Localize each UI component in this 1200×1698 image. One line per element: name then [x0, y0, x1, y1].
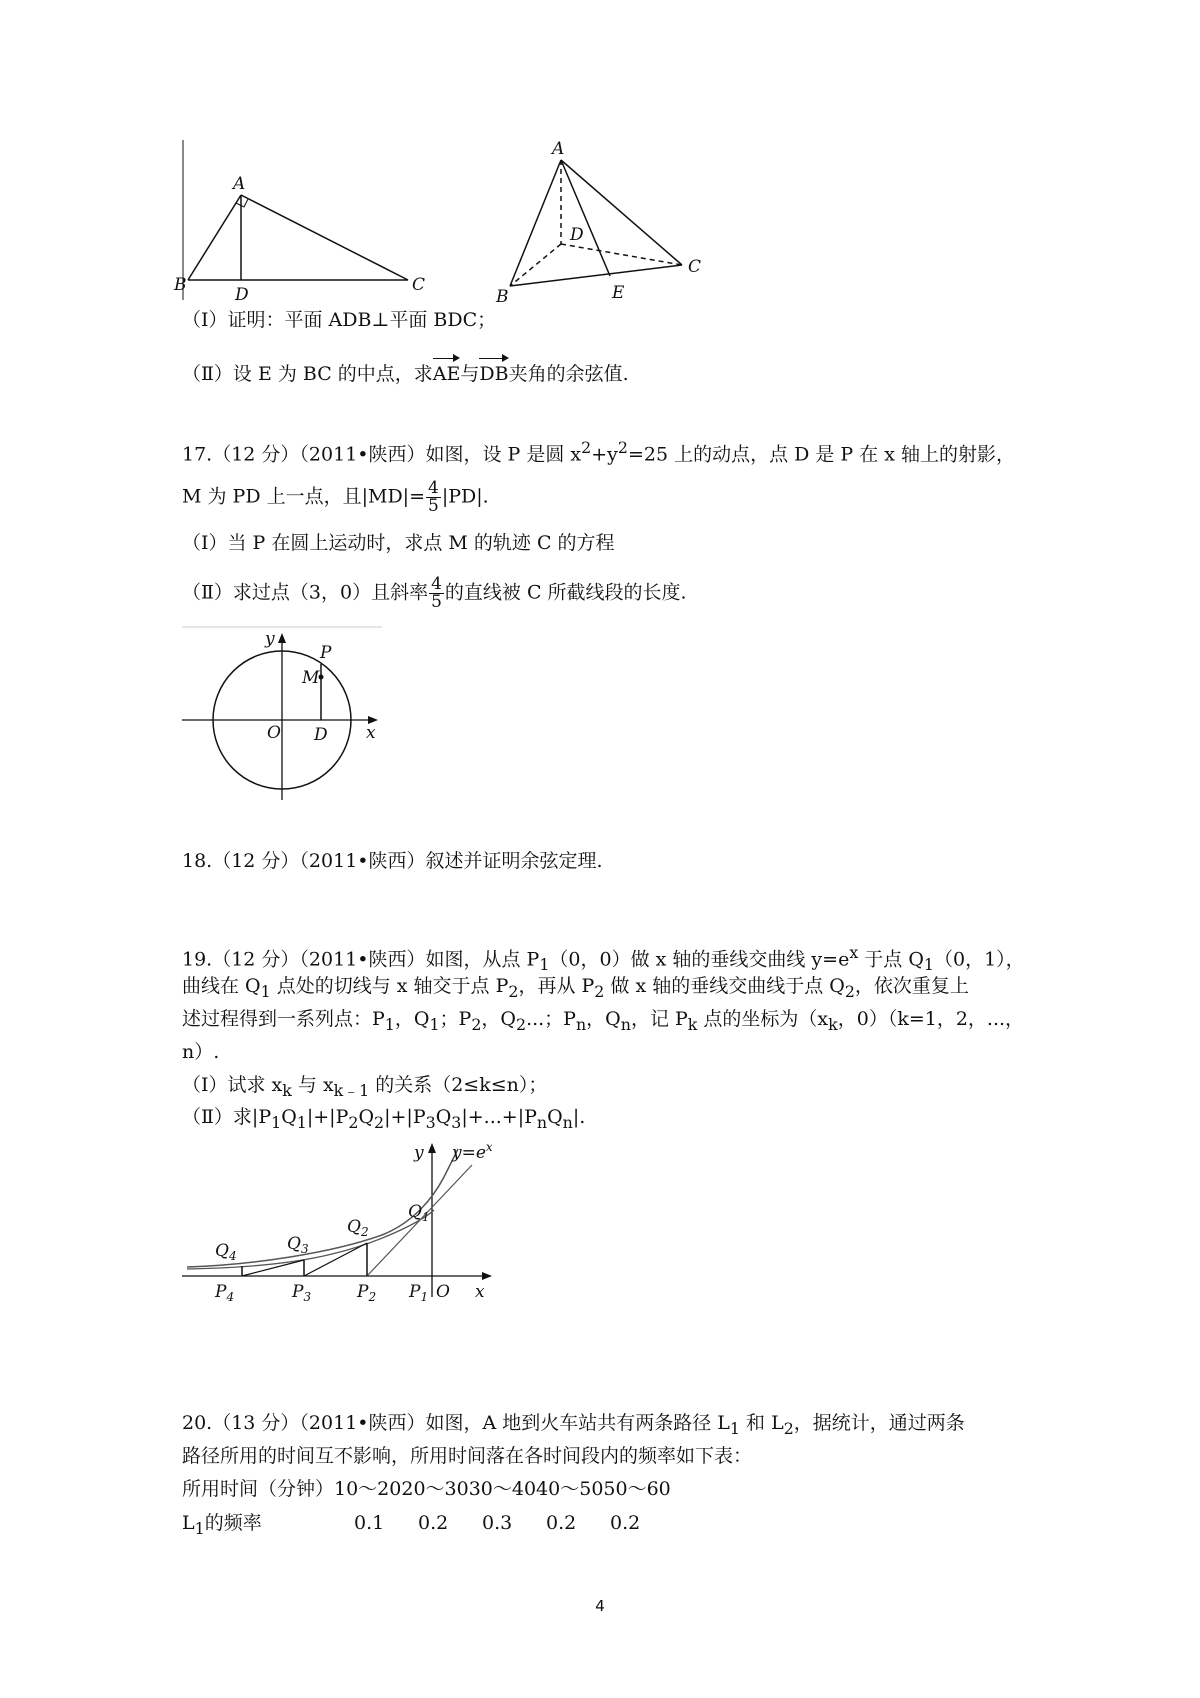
q19-p2-sub4: 2: [374, 1112, 385, 1132]
q19-l3-b: ，Q: [394, 1008, 430, 1030]
q19-p1-c: 的关系（2≤k≤n）；: [369, 1074, 548, 1096]
q19-p1-a: （Ⅰ）试求 x: [182, 1074, 283, 1096]
table-cell: 0.3: [482, 1512, 513, 1534]
q2-sub: 2: [360, 1225, 369, 1239]
label-a: A: [552, 139, 565, 159]
q19-l2-sub1: 1: [260, 981, 271, 1001]
edge-ac: [561, 160, 682, 265]
q19-l1-sub2: 1: [923, 955, 934, 975]
p1-sub: 1: [420, 1290, 429, 1304]
label-q1: [408, 1202, 430, 1224]
label-e: E: [612, 283, 625, 303]
row-label: [182, 1510, 354, 1542]
q19-l3-sub1: 1: [384, 1014, 395, 1034]
q19-l3-h: 点的坐标为（x: [697, 1008, 829, 1030]
q16-part2-text-a: （Ⅱ）设 E 为 BC 的中点，求: [182, 363, 433, 385]
label-p4: [214, 1282, 234, 1304]
q20-l1-b: 和 L: [740, 1412, 784, 1434]
p4-letter: P: [215, 1282, 227, 1302]
p2-sub: 2: [368, 1290, 377, 1304]
vector-ae: AE: [433, 357, 461, 387]
row-label-letter: L: [182, 1512, 195, 1534]
q19-p1-sub1: k: [282, 1080, 292, 1100]
table-cell: 0.2: [546, 1512, 577, 1534]
q17-line2-text-b: |PD|.: [441, 485, 489, 508]
page-number: 4: [595, 1597, 605, 1615]
q2-letter: Q: [347, 1217, 361, 1237]
p1-letter: P: [409, 1282, 421, 1302]
label-c: C: [412, 275, 426, 295]
q17-part2: [182, 576, 687, 611]
q17-line1: [182, 435, 1015, 467]
label-d: D: [235, 285, 249, 305]
edge-ab: [510, 160, 561, 286]
q19-l3-f: ，Q: [586, 1008, 621, 1030]
label-p1: [408, 1282, 428, 1304]
label-q3: [287, 1234, 309, 1256]
edge-bc: [510, 265, 682, 286]
label-b: B: [174, 275, 187, 295]
row-label-text: 的频率: [204, 1512, 262, 1534]
q17-exponent-1: 2: [581, 438, 592, 457]
q19-exponential-figure: [182, 1135, 502, 1325]
q19-l3-d: ，Q: [481, 1008, 516, 1030]
q19-p2-sub7: n: [536, 1112, 548, 1132]
q19-p2-sub2: 1: [296, 1112, 307, 1132]
label-p: P: [320, 643, 332, 663]
label-d: D: [314, 725, 328, 745]
q19-l3-sub3: 2: [471, 1014, 482, 1034]
q17-circle-figure: [182, 625, 382, 810]
q19-p2-sub3: 2: [348, 1112, 359, 1132]
q19-p2-i: |.: [572, 1106, 586, 1128]
q17-text-a: 17.（12 分）（2011•陕西）如图，设 P 是圆 x: [182, 443, 582, 466]
q19-l3-sub2: 1: [429, 1014, 440, 1034]
label-y: y: [414, 1143, 424, 1163]
edge-db-hidden: [510, 244, 561, 286]
q16-part2-text-b: 夹角的余弦值.: [508, 363, 629, 385]
side-ab: [188, 195, 241, 280]
label-x: x: [366, 723, 376, 743]
label-y: y: [265, 629, 275, 649]
q20-l1-sub2: 2: [783, 1418, 794, 1438]
label-q4: [215, 1241, 237, 1263]
label-o: O: [436, 1282, 450, 1302]
q19-p2-h: Q: [547, 1106, 563, 1128]
q19-line4: n）.: [182, 1041, 220, 1063]
q19-p2-b: Q: [281, 1106, 297, 1128]
q17-part2-text-b: 的直线被 C 所截线段的长度.: [444, 581, 687, 604]
label-d: D: [570, 225, 584, 245]
q20-line2: 路径所用的时间互不影响，所用时间落在各时间段内的频率如下表：: [182, 1445, 753, 1467]
q20-table-header: 所用时间（分钟）10～2020～3030～4040～5050～60: [182, 1478, 671, 1500]
q19-l2-sub4: 2: [844, 981, 855, 1001]
label-p2: [356, 1282, 376, 1304]
p4-sub: 4: [226, 1290, 235, 1304]
q19-p2-f: Q: [435, 1106, 452, 1128]
fraction-denominator: 5: [428, 496, 439, 516]
fraction-numerator: 4: [428, 478, 439, 498]
q19-part2: [182, 1104, 585, 1136]
x-axis-arrow: [482, 1272, 492, 1280]
q17-exponent-2: 2: [617, 438, 628, 457]
label-m: M: [302, 668, 320, 688]
q19-l1-a: 19.（12 分）（2011•陕西）如图，从点 P: [182, 948, 540, 971]
q19-part1: [182, 1072, 547, 1104]
label-b: B: [496, 287, 509, 307]
q19-l2-sub2: 2: [508, 981, 519, 1001]
vector-db: DB: [479, 357, 508, 387]
q17-line2: [182, 480, 489, 515]
q17-text-b: +y: [591, 443, 618, 466]
q19-l3-sub6: n: [620, 1014, 631, 1034]
q19-l2-d: 做 x 轴的垂线交曲线于点 Q: [604, 975, 845, 997]
q4-letter: Q: [215, 1241, 229, 1261]
q1-letter: Q: [408, 1202, 422, 1222]
y-axis-arrow: [428, 1143, 436, 1153]
fraction-four-fifths: [426, 480, 441, 515]
q19-l2-a: 曲线在 Q: [182, 975, 261, 997]
q19-p2-sub6: 3: [451, 1112, 462, 1132]
label-p3: [291, 1282, 311, 1304]
edge-dc-hidden: [561, 244, 682, 265]
q19-p2-a: （Ⅱ）求|P: [182, 1106, 272, 1128]
p2-letter: P: [357, 1282, 369, 1302]
curve-name: y=e: [452, 1143, 486, 1163]
q3-sub: 3: [300, 1242, 309, 1256]
label-x: x: [475, 1282, 485, 1302]
q19-p2-g: |+...+|P: [461, 1106, 537, 1128]
row-label-sub: 1: [194, 1518, 205, 1538]
q19-p1-b: 与 x: [291, 1074, 334, 1096]
q20-table-row-l1: [182, 1510, 674, 1542]
q19-p2-sub8: n: [562, 1112, 573, 1132]
q19-l1-b: （0，0）做 x 轴的垂线交曲线 y=e: [549, 948, 850, 971]
table-cell: 0.2: [610, 1512, 641, 1534]
q18-text: 18.（12 分）（2011•陕西）叙述并证明余弦定理.: [182, 850, 603, 872]
q20-l1-sub1: 1: [729, 1418, 740, 1438]
q17-text-c: =25 上的动点，点 D 是 P 在 x 轴上的射影，: [627, 443, 1016, 466]
q17-line2-text-a: M 为 PD 上一点，且|MD|=: [182, 485, 426, 508]
q19-l3-sub5: n: [575, 1014, 587, 1034]
q16-right-triangle-figure: [174, 140, 435, 305]
p3-sub: 3: [303, 1290, 312, 1304]
q19-l3-sub7: k: [687, 1014, 698, 1034]
q19-l3-i: ，0）（k=1，2，...，: [837, 1008, 1025, 1030]
edge-ae: [561, 160, 610, 276]
table-cell: 0.1: [354, 1512, 385, 1534]
q19-l1-c: 于点 Q: [858, 948, 924, 971]
q19-l1-sub1: 1: [539, 955, 550, 975]
q16-part2-text-mid: 与: [460, 363, 480, 385]
q17-part1: （Ⅰ）当 P 在圆上运动时，求点 M 的轨迹 C 的方程: [182, 532, 615, 554]
q20-line1: [182, 1410, 965, 1442]
p3-letter: P: [292, 1282, 304, 1302]
y-axis-arrow: [278, 633, 286, 643]
q19-l1-d: （0，1），: [934, 948, 1025, 971]
q1-sub: 1: [421, 1210, 430, 1224]
q17-part2-text-a: （Ⅱ）求过点（3，0）且斜率: [182, 581, 429, 604]
q19-p2-d: Q: [358, 1106, 375, 1128]
q16-tetrahedron-figure: [490, 139, 740, 307]
q19-l2-b: 点处的切线与 x 轴交于点 P: [270, 975, 509, 997]
q19-l3-g: ，记 P: [630, 1008, 688, 1030]
label-curve: [451, 1140, 493, 1163]
label-c: C: [688, 257, 702, 277]
q19-p2-e: |+|P: [384, 1106, 426, 1128]
label-a: A: [233, 174, 246, 194]
side-ac: [241, 195, 408, 280]
q19-line2: [182, 973, 969, 1005]
q20-l1-a: 20.（13 分）（2011•陕西）如图，A 地到火车站共有两条路径 L: [182, 1412, 730, 1434]
q16-part2: [182, 357, 629, 387]
q19-l3-sub4: 2: [515, 1014, 527, 1034]
q19-l3-a: 述过程得到一系列点：P: [182, 1008, 385, 1030]
q19-l2-c: ，再从 P: [518, 975, 595, 997]
q16-part1: （Ⅰ）证明：平面 ADB⊥平面 BDC；: [182, 309, 497, 331]
q19-l2-e: ，依次重复上: [854, 975, 969, 997]
q19-l3-sub8: k: [828, 1014, 838, 1034]
q19-l2-sub3: 2: [594, 981, 605, 1001]
label-q2: [347, 1217, 369, 1239]
curve-exponent: x: [485, 1140, 493, 1154]
q19-p1-sub2: k﹣1: [333, 1080, 370, 1100]
table-cell: 0.2: [418, 1512, 449, 1534]
q19-p2-sub5: 3: [425, 1112, 436, 1132]
q19-l1-sup: x: [849, 943, 859, 962]
fraction-four-fifths: [429, 576, 444, 611]
q19-l3-e: ...；P: [526, 1008, 576, 1030]
q3-letter: Q: [287, 1234, 301, 1254]
label-o: O: [267, 723, 281, 743]
q19-p2-c: |+|P: [306, 1106, 349, 1128]
q19-line3: [182, 1006, 1024, 1038]
q19-l3-c: ；P: [439, 1008, 472, 1030]
q20-l1-c: ，据统计，通过两条: [793, 1412, 965, 1434]
fraction-denominator: 5: [431, 592, 442, 612]
fraction-numerator: 4: [431, 574, 442, 594]
q4-sub: 4: [228, 1249, 237, 1263]
q19-p2-sub1: 1: [271, 1112, 282, 1132]
